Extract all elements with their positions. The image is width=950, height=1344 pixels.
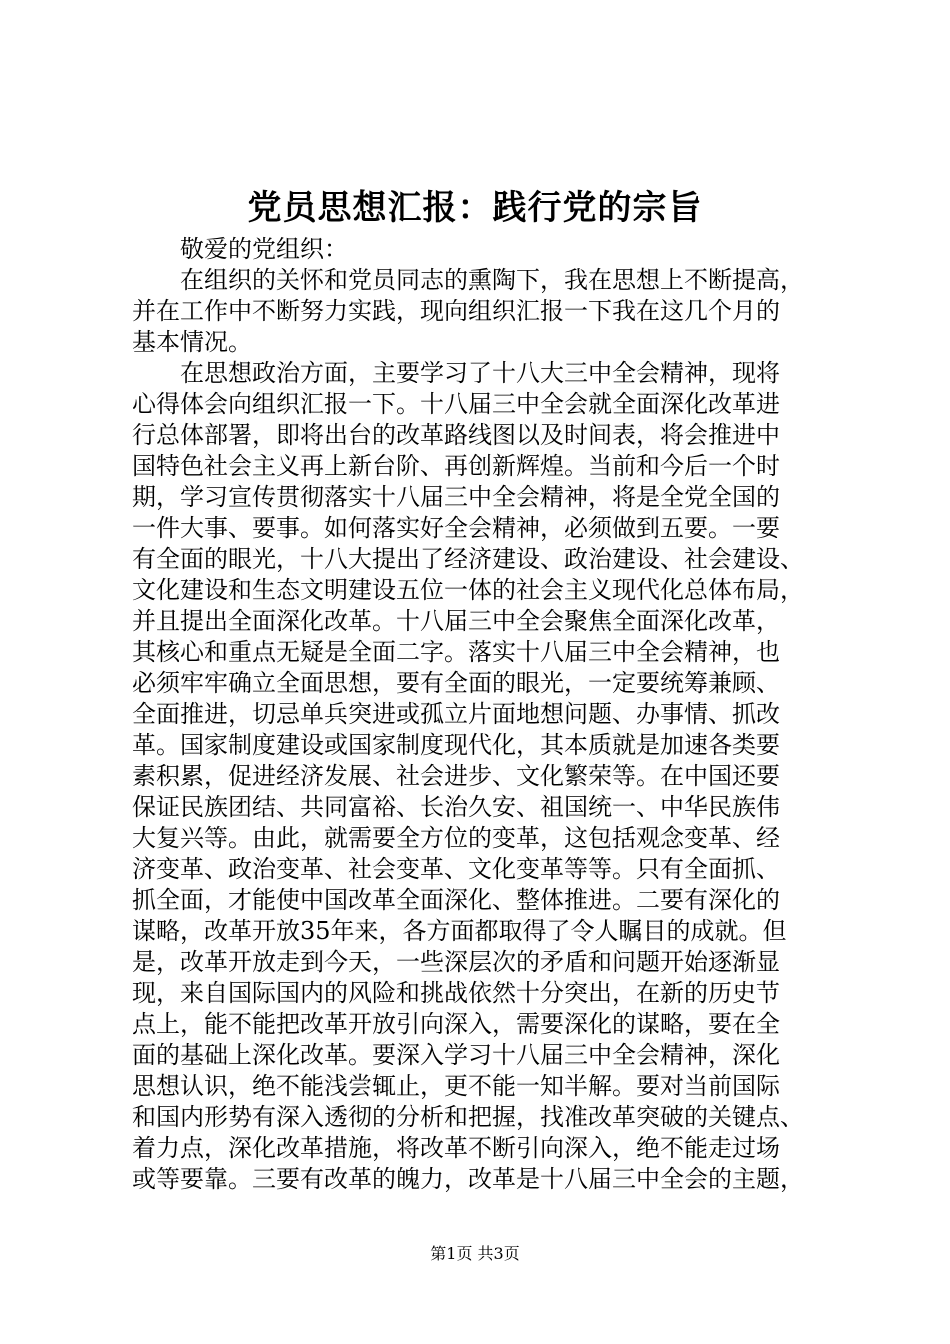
text-line: 着力点，深化改革措施，将改革不断引向深入，绝不能走过场 xyxy=(132,1134,780,1162)
text-line: 敬爱的党组织： xyxy=(180,235,348,263)
text-line: 济变革、政治变革、社会变革、文化变革等等。只有全面抓、 xyxy=(132,855,780,883)
text-line: 革。国家制度建设或国家制度现代化，其本质就是加速各类要 xyxy=(132,731,780,759)
text-line: 一件大事、要事。如何落实好全会精神，必须做到五要。一要 xyxy=(132,514,780,542)
text-line: 点上，能不能把改革开放引向深入，需要深化的谋略，要在全 xyxy=(132,1010,780,1038)
text-line: 并且提出全面深化改革。十八届三中全会聚焦全面深化改革， xyxy=(132,607,780,635)
text-line: 文化建设和生态文明建设五位一体的社会主义现代化总体布局， xyxy=(132,576,804,604)
text-line: 面的基础上深化改革。要深入学习十八届三中全会精神，深化 xyxy=(132,1041,780,1069)
text-line: 抓全面，才能使中国改革全面深化、整体推进。二要有深化的 xyxy=(132,886,780,914)
text-line: 并在工作中不断努力实践，现向组织汇报一下我在这几个月的 xyxy=(132,297,780,325)
text-line: 国特色社会主义再上新台阶、再创新辉煌。当前和今后一个时 xyxy=(132,452,780,480)
text-line: 在思想政治方面，主要学习了十八大三中全会精神，现将 xyxy=(180,359,780,387)
text-line: 或等要靠。三要有改革的魄力，改革是十八届三中全会的主题， xyxy=(132,1165,804,1193)
text-line: 有全面的眼光，十八大提出了经济建设、政治建设、社会建设、 xyxy=(132,545,804,573)
text-line: 保证民族团结、共同富裕、长治久安、祖国统一、中华民族伟 xyxy=(132,793,780,821)
text-line: 和国内形势有深入透彻的分析和把握，找准改革突破的关键点、 xyxy=(132,1103,804,1131)
text-line: 素积累，促进经济发展、社会进步、文化繁荣等。在中国还要 xyxy=(132,762,780,790)
text-line: 在组织的关怀和党员同志的熏陶下，我在思想上不断提高， xyxy=(180,266,804,294)
text-line: 行总体部署，即将出台的改革路线图以及时间表，将会推进中 xyxy=(132,421,780,449)
document-title: 党员思想汇报：践行党的宗旨 xyxy=(247,188,703,228)
text-line: 必须牢牢确立全面思想，要有全面的眼光，一定要统筹兼顾、 xyxy=(132,669,780,697)
text-line: 是，改革开放走到今天，一些深层次的矛盾和问题开始逐渐显 xyxy=(132,948,780,976)
text-line: 期，学习宣传贯彻落实十八届三中全会精神，将是全党全国的 xyxy=(132,483,780,511)
document-body xyxy=(132,234,832,1195)
text-line: 思想认识，绝不能浅尝辄止，更不能一知半解。要对当前国际 xyxy=(132,1072,780,1100)
text-line: 大复兴等。由此，就需要全方位的变革，这包括观念变革、经 xyxy=(132,824,780,852)
page-footer: 第1页 共3页 xyxy=(430,1244,520,1263)
text-line: 心得体会向组织汇报一下。十八届三中全会就全面深化改革进 xyxy=(132,390,780,418)
text-line: 现，来自国际国内的风险和挑战依然十分突出，在新的历史节 xyxy=(132,979,780,1007)
text-line: 基本情况。 xyxy=(132,328,252,356)
text-line: 其核心和重点无疑是全面二字。落实十八届三中全会精神，也 xyxy=(132,638,780,666)
text-line: 全面推进，切忌单兵突进或孤立片面地想问题、办事情、抓改 xyxy=(132,700,780,728)
text-line: 谋略，改革开放35年来，各方面都取得了令人瞩目的成就。但 xyxy=(132,917,787,945)
